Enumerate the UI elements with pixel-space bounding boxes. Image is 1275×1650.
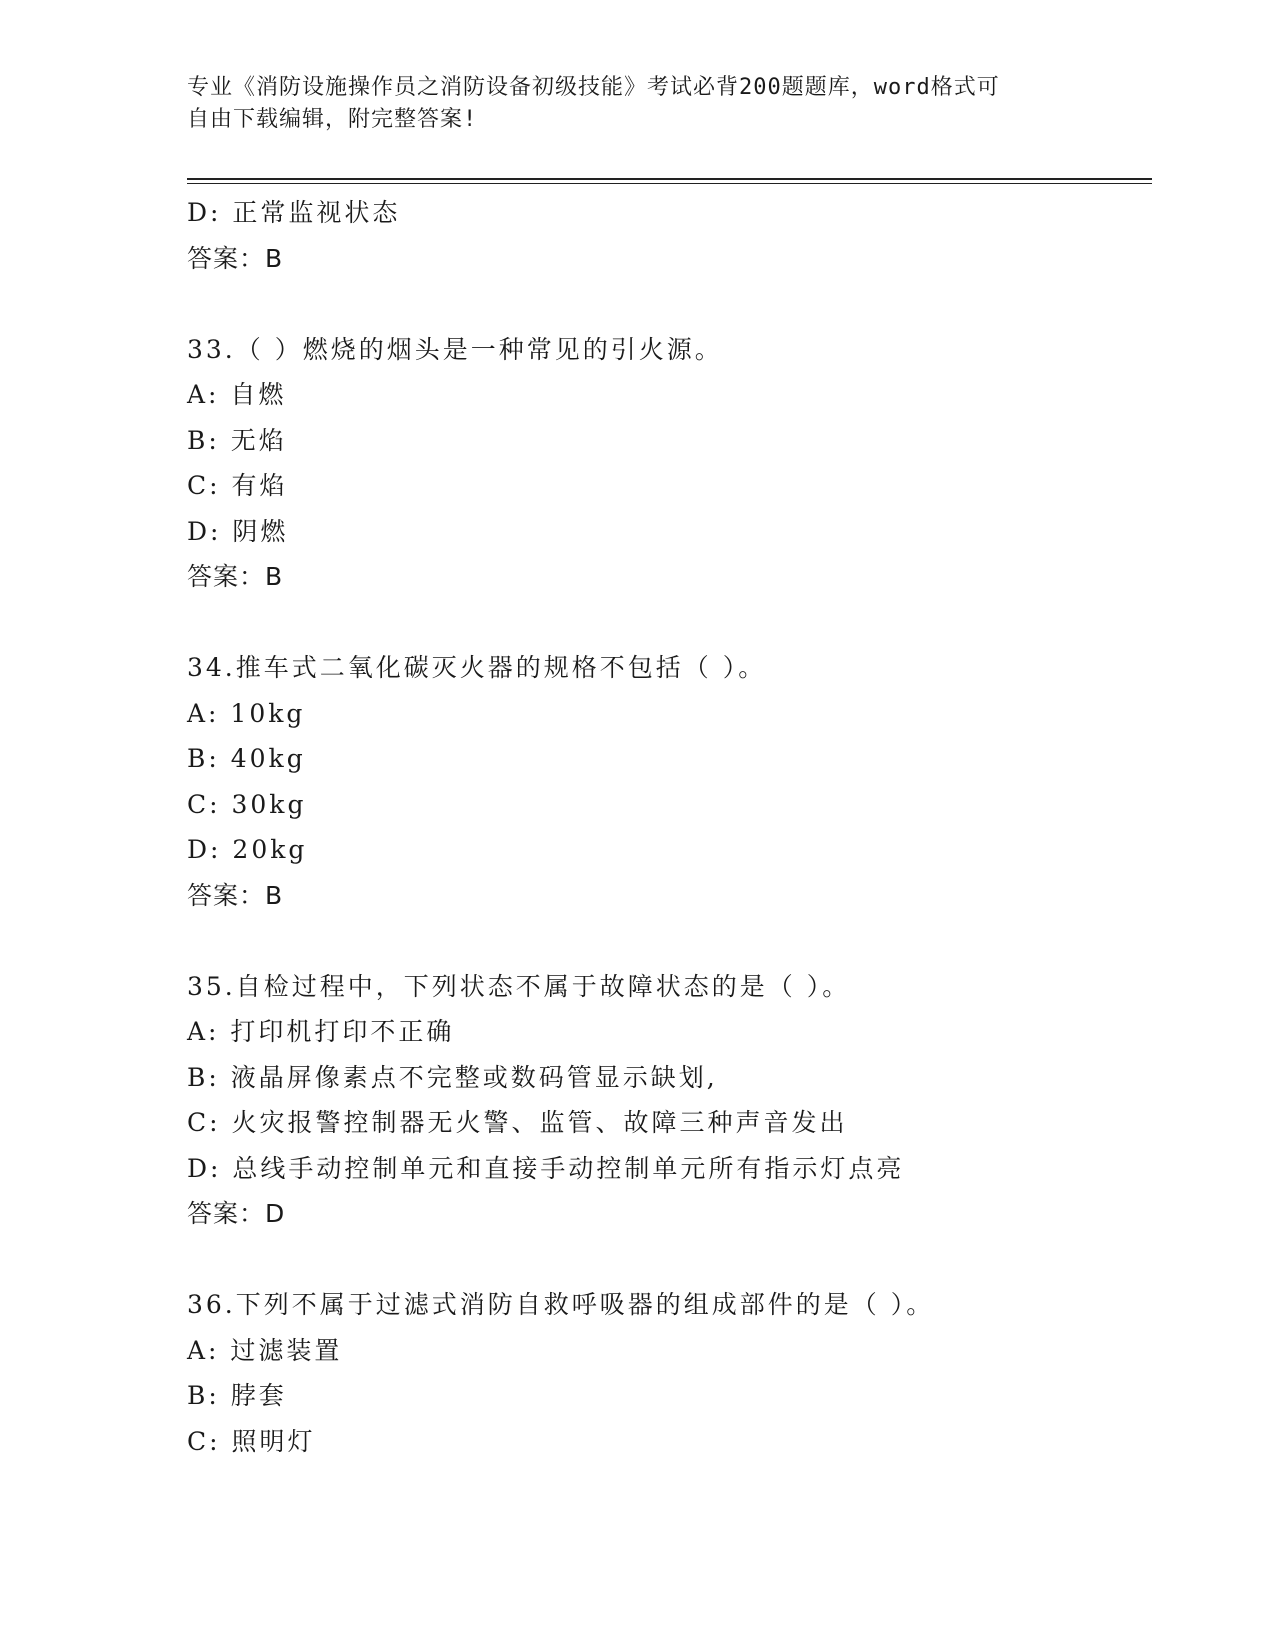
option-b: B: 40kg [187,744,306,773]
option-a: A: 自燃 [187,380,287,409]
answer: 答案：B [187,562,284,591]
option-d: D: 阴燃 [187,516,289,546]
answer: 答案：B [187,880,284,910]
header-line-2: 自由下载编辑，附完整答案! [187,107,478,132]
option-d: D: 总线手动控制单元和直接手动控制单元所有指示灯点亮 [187,1153,905,1183]
header-line-1: 专业《消防设施操作员之消防设备初级技能》考试必背200题题库，word格式可 [187,75,1000,100]
option-a: A: 过滤装置 [187,1335,343,1365]
header-divider-thin [187,183,1152,184]
option-c: C: 30kg [187,789,307,819]
option-b: B: 无焰 [187,425,287,455]
option-c: C: 火灾报警控制器无火警、监管、故障三种声音发出 [187,1108,848,1137]
option-a: A: 打印机打印不正确 [187,1017,455,1046]
option-b: B: 脖套 [187,1381,287,1410]
document-header [187,72,1087,136]
question-list [187,190,1152,1464]
option-b: B: 液晶屏像素点不完整或数码管显示缺划, [187,1062,718,1092]
question-stem: 35.自检过程中，下列状态不属于故障状态的是（ ）。 [187,971,851,1001]
option-a: A: 10kg [187,698,306,728]
option-c: C: 照明灯 [187,1426,316,1456]
question-stem: 34.推车式二氧化碳灭火器的规格不包括（ ）。 [187,653,767,682]
question-stem: 36.下列不属于过滤式消防自救呼吸器的组成部件的是（ ）。 [187,1290,935,1319]
question-35 [187,964,1152,1237]
option-d: D: 20kg [187,835,308,864]
prev-answer: 答案：B [187,243,284,273]
prev-option-d: D: 正常监视状态 [187,198,401,227]
answer: 答案：D [187,1199,286,1228]
question-stem: 33.（ ）燃烧的烟头是一种常见的引火源。 [187,334,723,364]
question-36 [187,1282,1152,1464]
question-34 [187,645,1152,918]
option-c: C: 有焰 [187,471,288,500]
header-divider-thick [187,178,1152,180]
question-33 [187,327,1152,600]
